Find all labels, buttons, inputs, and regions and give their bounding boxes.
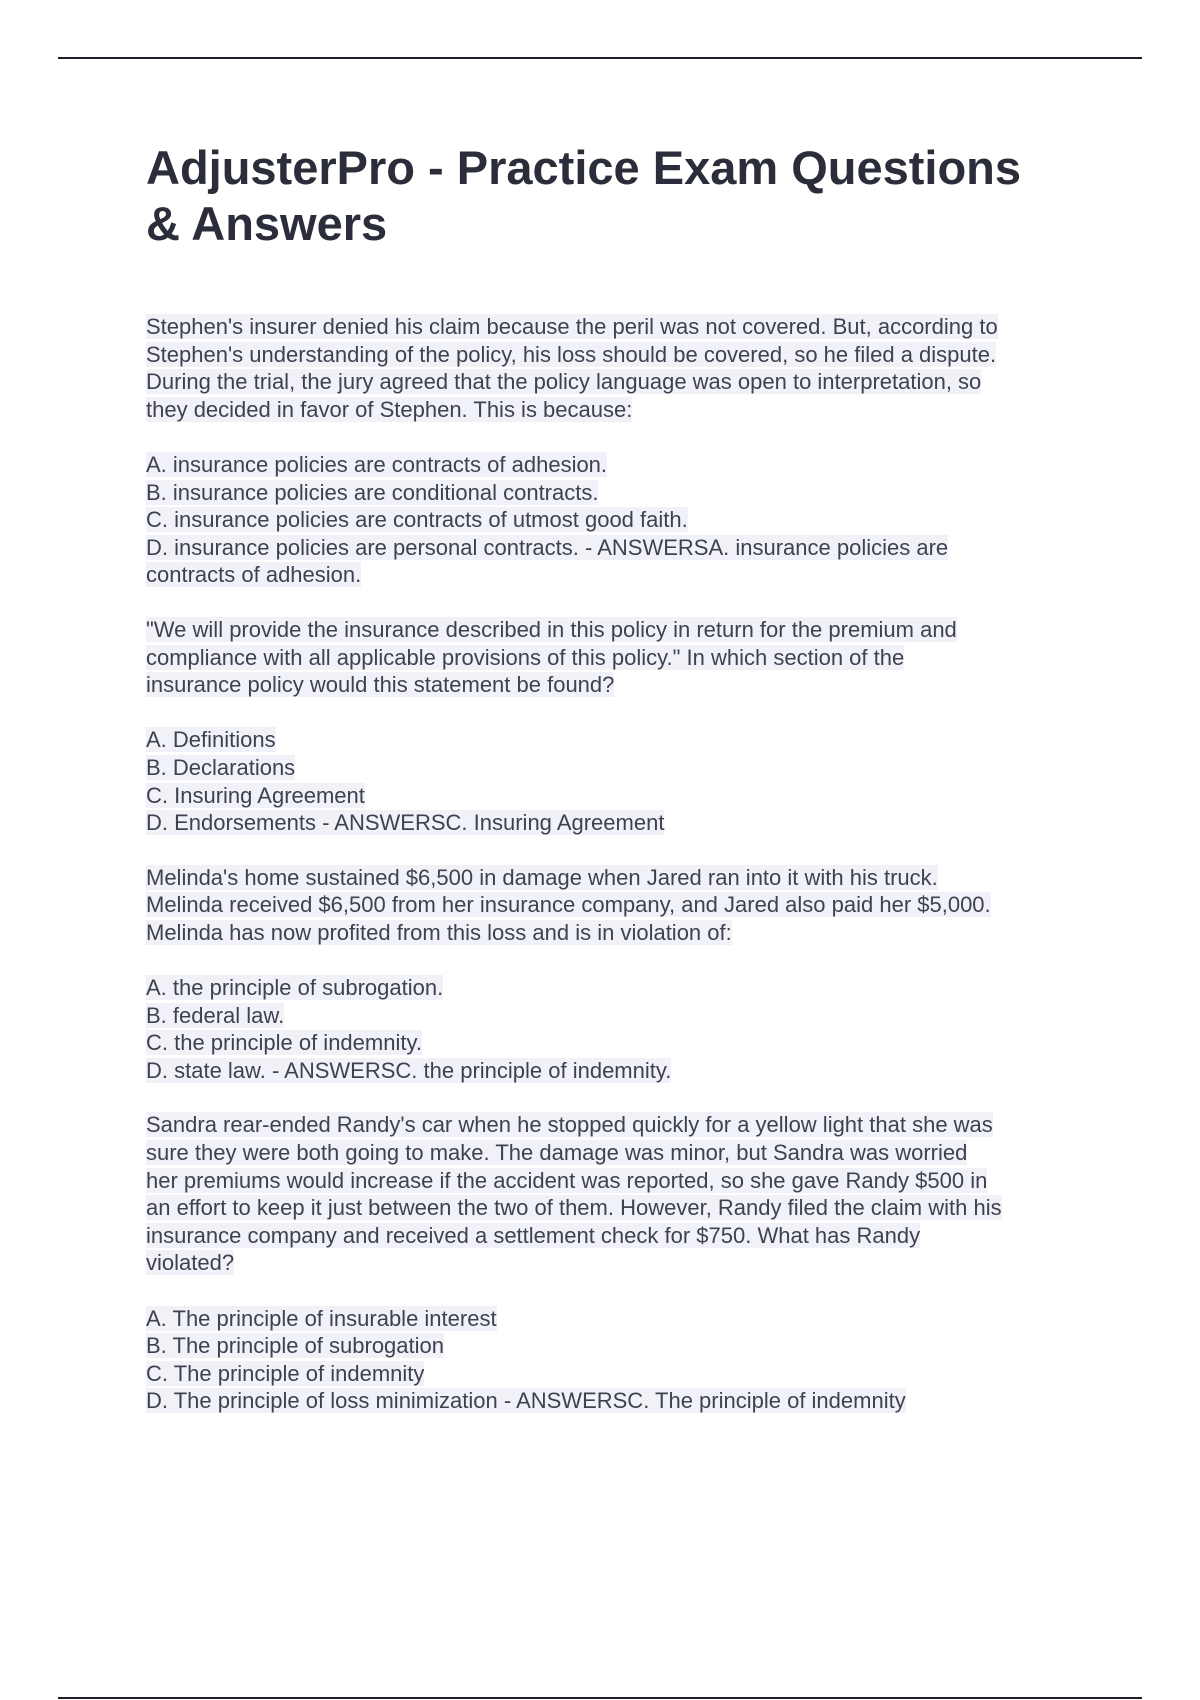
- question-line: sure they were both going to make. The damage was minor, but Sandra was worried: [146, 1140, 968, 1166]
- footer-rule: [58, 1697, 1142, 1699]
- header-rule: [58, 57, 1142, 59]
- question-line: violated?: [146, 1250, 235, 1276]
- option-line: C. Insuring Agreement: [146, 782, 365, 808]
- question-line: Stephen's insurer denied his claim because the peril was not covered. But, according to: [146, 314, 998, 339]
- option-line: A. insurance policies are contracts of adhesion.: [146, 451, 608, 477]
- qa-block-1: [146, 313, 1106, 589]
- question-line: Sandra rear-ended Randy's car when he stopped quickly for a yellow light that she was: [146, 1112, 993, 1138]
- question-line: an effort to keep it just between the two of them. However, Randy filed the claim with his: [146, 1195, 1002, 1221]
- option-line-answer: D. Endorsements - ANSWERSC. Insuring Agreement: [146, 810, 665, 836]
- option-line: B. The principle of subrogation: [146, 1333, 444, 1359]
- question-line: Melinda has now profited from this loss and is in violation of:: [146, 919, 732, 945]
- question-line: compliance with all applicable provisions of this policy." In which section of the: [146, 644, 905, 670]
- option-line: A. the principle of subrogation.: [146, 975, 444, 1001]
- question-line: insurance company and received a settlement check for $750. What has Randy: [146, 1222, 921, 1248]
- question-line: they decided in favor of Stephen. This is because:: [146, 396, 633, 422]
- title-line-2: & Answers: [146, 197, 388, 250]
- option-line: A. Definitions: [146, 727, 276, 753]
- spacer: [146, 1277, 1106, 1305]
- spacer: [146, 699, 1106, 727]
- question-line: "We will provide the insurance described in this policy in return for the premium and: [146, 616, 957, 642]
- option-line-answer: D. The principle of loss minimization - ANSWERSC. The principle of indemnity: [146, 1388, 906, 1414]
- option-line: B. insurance policies are conditional contracts.: [146, 479, 599, 505]
- option-line-answer: contracts of adhesion.: [146, 562, 362, 588]
- question-line: During the trial, the jury agreed that the policy language was open to interpretation, so: [146, 369, 982, 395]
- page-title: [146, 140, 1086, 252]
- option-line: C. insurance policies are contracts of utmost good faith.: [146, 507, 688, 533]
- option-line: B. federal law.: [146, 1002, 285, 1028]
- question-line: her premiums would increase if the accident was reported, so she gave Randy $500 in: [146, 1167, 988, 1193]
- spacer: [146, 946, 1106, 974]
- question-line: insurance policy would this statement be found?: [146, 672, 615, 698]
- option-line-answer: D. state law. - ANSWERSC. the principle of indemnity.: [146, 1057, 672, 1083]
- option-line: A. The principle of insurable interest: [146, 1305, 497, 1331]
- option-line: C. the principle of indemnity.: [146, 1030, 422, 1056]
- option-line: B. Declarations: [146, 754, 296, 780]
- title-line-1: AdjusterPro - Practice Exam Questions: [146, 141, 1022, 194]
- qa-block-2: [146, 616, 1106, 837]
- option-line-answer: D. insurance policies are personal contracts. - ANSWERSA. insurance policies are: [146, 534, 949, 560]
- question-line: Melinda's home sustained $6,500 in damage when Jared ran into it with his truck.: [146, 864, 938, 890]
- question-line: Melinda received $6,500 from her insurance company, and Jared also paid her $5,000.: [146, 892, 991, 918]
- qa-content: [146, 313, 1106, 1442]
- qa-block-3: [146, 864, 1106, 1085]
- option-line: C. The principle of indemnity: [146, 1360, 425, 1386]
- qa-block-4: [146, 1111, 1106, 1415]
- question-line: Stephen's understanding of the policy, his loss should be covered, so he filed a dispute.: [146, 341, 997, 367]
- spacer: [146, 423, 1106, 451]
